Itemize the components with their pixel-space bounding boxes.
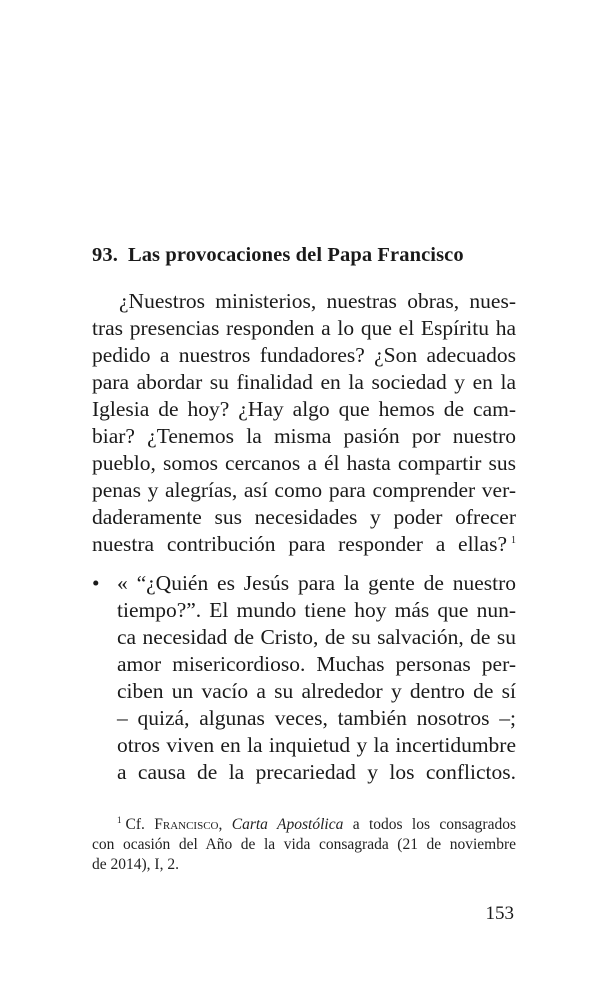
bullet-text xyxy=(117,570,516,786)
footnote-prefix: Cf. xyxy=(125,816,145,833)
footnote-rest: a todos los consagrados xyxy=(352,816,516,833)
footnote xyxy=(92,815,516,875)
section-heading xyxy=(92,244,522,267)
main-paragraph xyxy=(92,288,516,558)
page-number: 153 xyxy=(485,903,514,924)
paragraph-line: nuestra contribución para responder a ellas? xyxy=(92,532,507,556)
paragraph-last-line xyxy=(92,531,516,558)
bullet-line: – quizá, algunas veces, también nosotros –; xyxy=(117,706,516,730)
bullet-line: « “¿Quién es Jesús para la gente de nuestro xyxy=(117,571,516,595)
paragraph-line: pueblo, somos cercanos a él hasta compartir sus xyxy=(92,451,516,475)
bullet-line: ciben un vacío a su alrededor y dentro de sí xyxy=(117,679,516,703)
paragraph-line: ¿Nuestros ministerios, nuestras obras, nues- xyxy=(119,289,516,313)
section-title: Las provocaciones del Papa Francisco xyxy=(127,244,464,266)
bullet-marker: • xyxy=(92,571,100,595)
section-number: 93. xyxy=(92,244,118,266)
bullet-line: ca necesidad de Cristo, de su salvación, de su xyxy=(117,625,516,649)
paragraph-line: para abordar su finalidad en la sociedad y en la xyxy=(92,370,516,394)
paragraph-line: Iglesia de hoy? ¿Hay algo que hemos de cam- xyxy=(92,397,516,421)
footnote-reference: 1 xyxy=(511,534,516,546)
footnote-line: con ocasión del Año de la vida consagrada (21 de noviembre xyxy=(92,836,516,853)
paragraph-line: biar? ¿Tenemos la misma pasión por nuestro xyxy=(92,424,516,448)
footnote-author: Francisco, xyxy=(154,816,223,833)
footnote-work: Carta Apostólica xyxy=(231,816,344,833)
bullet-line: otros viven en la inquietud y la incertidumbre xyxy=(117,733,516,757)
paragraph-line: daderamente sus necesidades y poder ofrecer xyxy=(92,505,516,529)
footnote-line xyxy=(92,815,516,835)
bullet-line: tiempo?”. El mundo tiene hoy más que nun- xyxy=(117,598,516,622)
paragraph-line: penas y alegrías, así como para comprender ver- xyxy=(92,478,516,502)
paragraph-line: pedido a nuestros fundadores? ¿Son adecuados xyxy=(92,343,516,367)
paragraph-line: tras presencias responden a lo que el Espíritu ha xyxy=(92,316,516,340)
footnote-mark: 1 xyxy=(117,814,122,825)
bullet-line: a causa de la precariedad y los conflictos. xyxy=(117,760,516,784)
footnote-line: de 2014), I, 2. xyxy=(92,856,179,873)
bullet-line: amor misericordioso. Muchas personas per- xyxy=(117,652,516,676)
